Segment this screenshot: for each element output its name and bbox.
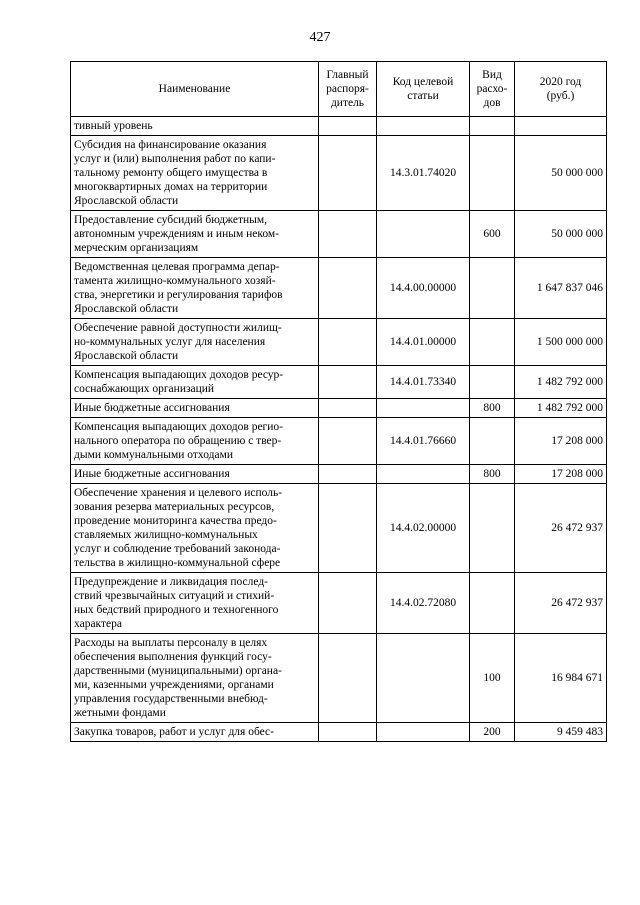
header-admin: Главный распоря- дитель — [319, 62, 377, 117]
page-number: 427 — [309, 30, 331, 45]
cell-type: 800 — [470, 399, 515, 418]
cell-name: Расходы на выплаты персоналу в целях обеспечения выполнения функций госу- дарственными (муниципальными) органа- ми, казенными учреждениями, органами управления государственными внебюд- жетными фондами — [71, 634, 319, 723]
cell-amount: 1 482 792 000 — [515, 399, 607, 418]
cell-code: 14.4.02.00000 — [377, 484, 470, 573]
cell-admin — [319, 634, 377, 723]
table-row — [71, 117, 607, 136]
cell-amount: 1 482 792 000 — [515, 366, 607, 399]
cell-amount — [515, 117, 607, 136]
cell-type — [470, 319, 515, 366]
cell-amount: 1 500 000 000 — [515, 319, 607, 366]
header-code: Код целевой статьи — [377, 62, 470, 117]
cell-type — [470, 366, 515, 399]
cell-admin — [319, 319, 377, 366]
cell-admin — [319, 258, 377, 319]
cell-name: Предоставление субсидий бюджетным, автономным учреждениям и иным неком- мерческим организациям — [71, 211, 319, 258]
cell-type — [470, 136, 515, 211]
table-row — [71, 399, 607, 418]
cell-name: Иные бюджетные ассигнования — [71, 465, 319, 484]
cell-name: Компенсация выпадающих доходов ресур- соснабжающих организаций — [71, 366, 319, 399]
cell-name: Обеспечение хранения и целевого исполь- зования резерва материальных ресурсов, проведение мониторинга качества предо- ставляемых жилищно-коммунальных услуг и соблюдение требований законода- тельства в жилищно-коммунальной сфере — [71, 484, 319, 573]
cell-amount: 50 000 000 — [515, 211, 607, 258]
table-row — [71, 136, 607, 211]
cell-name: Субсидия на финансирование оказания услуг и (или) выполнения работ по капи- тальному ремонту общего имущества в многоквартирных домах на территории Ярославской области — [71, 136, 319, 211]
table-row — [71, 319, 607, 366]
table-row — [71, 418, 607, 465]
cell-admin — [319, 399, 377, 418]
cell-admin — [319, 418, 377, 465]
cell-admin — [319, 573, 377, 634]
cell-admin — [319, 465, 377, 484]
table-row — [71, 211, 607, 258]
table-row — [71, 465, 607, 484]
cell-admin — [319, 723, 377, 742]
cell-amount: 16 984 671 — [515, 634, 607, 723]
table-row — [71, 723, 607, 742]
cell-admin — [319, 136, 377, 211]
cell-type — [470, 117, 515, 136]
cell-code — [377, 634, 470, 723]
cell-type: 200 — [470, 723, 515, 742]
header-amount: 2020 год (руб.) — [515, 62, 607, 117]
cell-code: 14.4.01.00000 — [377, 319, 470, 366]
cell-admin — [319, 484, 377, 573]
cell-amount: 9 459 483 — [515, 723, 607, 742]
header-type: Вид расхо- дов — [470, 62, 515, 117]
cell-code: 14.3.01.74020 — [377, 136, 470, 211]
table-row — [71, 258, 607, 319]
cell-amount: 26 472 937 — [515, 573, 607, 634]
cell-admin — [319, 366, 377, 399]
cell-code: 14.4.01.76660 — [377, 418, 470, 465]
cell-code: 14.4.02.72080 — [377, 573, 470, 634]
cell-type — [470, 258, 515, 319]
cell-type — [470, 573, 515, 634]
cell-name: Обеспечение равной доступности жилищ- но-коммунальных услуг для населения Ярославской области — [71, 319, 319, 366]
table-header-row — [71, 62, 607, 117]
cell-name: Закупка товаров, работ и услуг для обес- — [71, 723, 319, 742]
cell-amount: 1 647 837 046 — [515, 258, 607, 319]
budget-table — [70, 61, 607, 742]
cell-code — [377, 399, 470, 418]
cell-amount: 26 472 937 — [515, 484, 607, 573]
cell-amount: 50 000 000 — [515, 136, 607, 211]
table-row — [71, 484, 607, 573]
cell-code — [377, 117, 470, 136]
cell-type — [470, 418, 515, 465]
cell-name: Иные бюджетные ассигнования — [71, 399, 319, 418]
header-name: Наименование — [71, 62, 319, 117]
cell-type: 100 — [470, 634, 515, 723]
cell-name: Компенсация выпадающих доходов регио- нального оператора по обращению с твер- дыми коммунальными отходами — [71, 418, 319, 465]
cell-type: 800 — [470, 465, 515, 484]
cell-code: 14.4.01.73340 — [377, 366, 470, 399]
cell-type — [470, 484, 515, 573]
cell-code — [377, 211, 470, 258]
cell-code — [377, 723, 470, 742]
cell-amount: 17 208 000 — [515, 418, 607, 465]
cell-name: Предупреждение и ликвидация послед- ствий чрезвычайных ситуаций и стихий- ных бедствий природного и техногенного характера — [71, 573, 319, 634]
cell-code: 14.4.00.00000 — [377, 258, 470, 319]
cell-admin — [319, 117, 377, 136]
table-row — [71, 366, 607, 399]
cell-type: 600 — [470, 211, 515, 258]
cell-name: Ведомственная целевая программа депар- тамента жилищно-коммунального хозяй- ства, энергетики и регулирования тарифов Ярославской области — [71, 258, 319, 319]
table-row — [71, 573, 607, 634]
table-row — [71, 634, 607, 723]
cell-amount: 17 208 000 — [515, 465, 607, 484]
cell-code — [377, 465, 470, 484]
cell-name: тивный уровень — [71, 117, 319, 136]
cell-admin — [319, 211, 377, 258]
